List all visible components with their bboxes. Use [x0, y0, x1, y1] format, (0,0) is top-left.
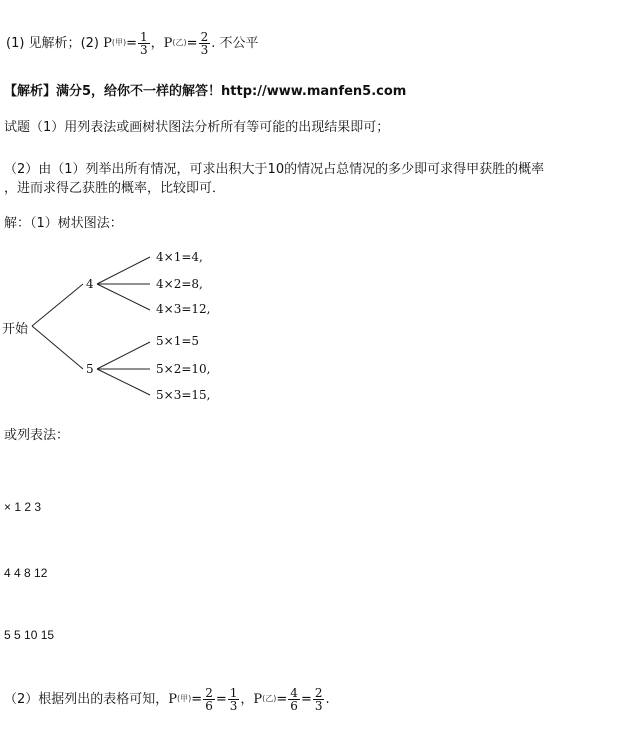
prob-symbol: P — [163, 36, 173, 51]
fraction-1-3 — [228, 687, 240, 712]
tree-node-4: 4 — [86, 277, 94, 291]
equals-sign: = — [191, 692, 203, 707]
fraction-denominator: 3 — [200, 43, 209, 57]
tree-leaf: 4×1=4, — [156, 250, 203, 264]
fraction-numerator: 1 — [140, 30, 148, 44]
tree-leaf: 5×1=5 — [156, 334, 200, 348]
table-intro: 或列表法： — [4, 428, 70, 443]
branch-5-leaf3 — [97, 369, 150, 395]
fraction-numerator: 4 — [290, 686, 298, 700]
conclusion-line — [4, 682, 330, 716]
equals-sign: = — [126, 36, 138, 51]
prob-symbol: P — [103, 36, 112, 51]
prob-symbol: P — [253, 692, 263, 707]
branch-root-5 — [32, 326, 83, 369]
fraction-numerator: 2 — [200, 30, 209, 44]
fraction-numerator: 2 — [314, 686, 323, 700]
fraction-p-yi — [199, 31, 211, 56]
answer-suffix: . 不公平 — [211, 36, 259, 51]
branch-4-leaf3 — [97, 284, 150, 310]
branch-5-leaf1 — [97, 342, 150, 369]
prob-symbol: P — [168, 692, 178, 707]
fraction-numerator: 2 — [205, 686, 213, 700]
sub-yi: (乙) — [262, 694, 277, 703]
step2-line1: （2）由（1）列举出所有情况，可求出积大于10的情况占总情况的多少即可求得甲获胜的概率 — [4, 162, 545, 177]
fraction-p-jia — [138, 31, 150, 56]
sub-jia: (甲) — [111, 38, 127, 47]
sub-jia: (甲) — [177, 694, 192, 703]
tree-leaf: 5×2=10, — [156, 362, 211, 376]
branch-4-leaf1 — [97, 257, 150, 284]
fraction-denominator: 3 — [140, 43, 148, 57]
fraction-denominator: 6 — [290, 699, 298, 713]
conclusion-prefix: （2）根据列出的表格可知， — [4, 692, 169, 707]
answer-part2-prefix: (2) — [80, 36, 104, 51]
step2-line2: ，进而求得乙获胜的概率，比较即可． — [4, 181, 226, 196]
analysis-header: 【解析】满分5，给你不一样的解答！http://www.manfen5.com — [4, 84, 407, 99]
solution-intro: 解：（1）树状图法： — [4, 216, 123, 231]
fraction-denominator: 6 — [205, 699, 213, 713]
equals-sign: = — [186, 36, 198, 51]
branch-root-4 — [32, 284, 83, 326]
period: . — [325, 692, 330, 707]
fraction-denominator: 3 — [314, 699, 323, 713]
fraction-numerator: 1 — [229, 686, 238, 700]
fraction-4-6 — [288, 687, 300, 712]
table-row: × 1 2 3 — [4, 500, 42, 514]
equals-sign: = — [276, 692, 288, 707]
comma: ， — [240, 692, 254, 707]
comma: ， — [150, 36, 164, 51]
tree-leaf: 5×3=15, — [156, 388, 211, 402]
answer-part1: (1) 见解析； — [6, 36, 81, 51]
tree-leaf: 4×2=8, — [156, 277, 203, 291]
tree-root-label: 开始 — [2, 322, 29, 337]
sub-yi: (乙) — [172, 38, 187, 47]
fraction-2-6 — [203, 687, 215, 712]
tree-node-5: 5 — [86, 362, 94, 376]
equals-sign: = — [215, 692, 227, 707]
equals-sign: = — [300, 692, 312, 707]
answer-line — [6, 30, 258, 56]
tree-leaf: 4×3=12, — [156, 302, 211, 316]
fraction-2-3 — [313, 687, 325, 712]
table-row: 5 5 10 15 — [4, 628, 55, 642]
table-row: 4 4 8 12 — [4, 566, 48, 580]
fraction-denominator: 3 — [229, 699, 238, 713]
step1-text: 试题（1）用列表法或画树状图法分析所有等可能的出现结果即可； — [4, 120, 390, 135]
